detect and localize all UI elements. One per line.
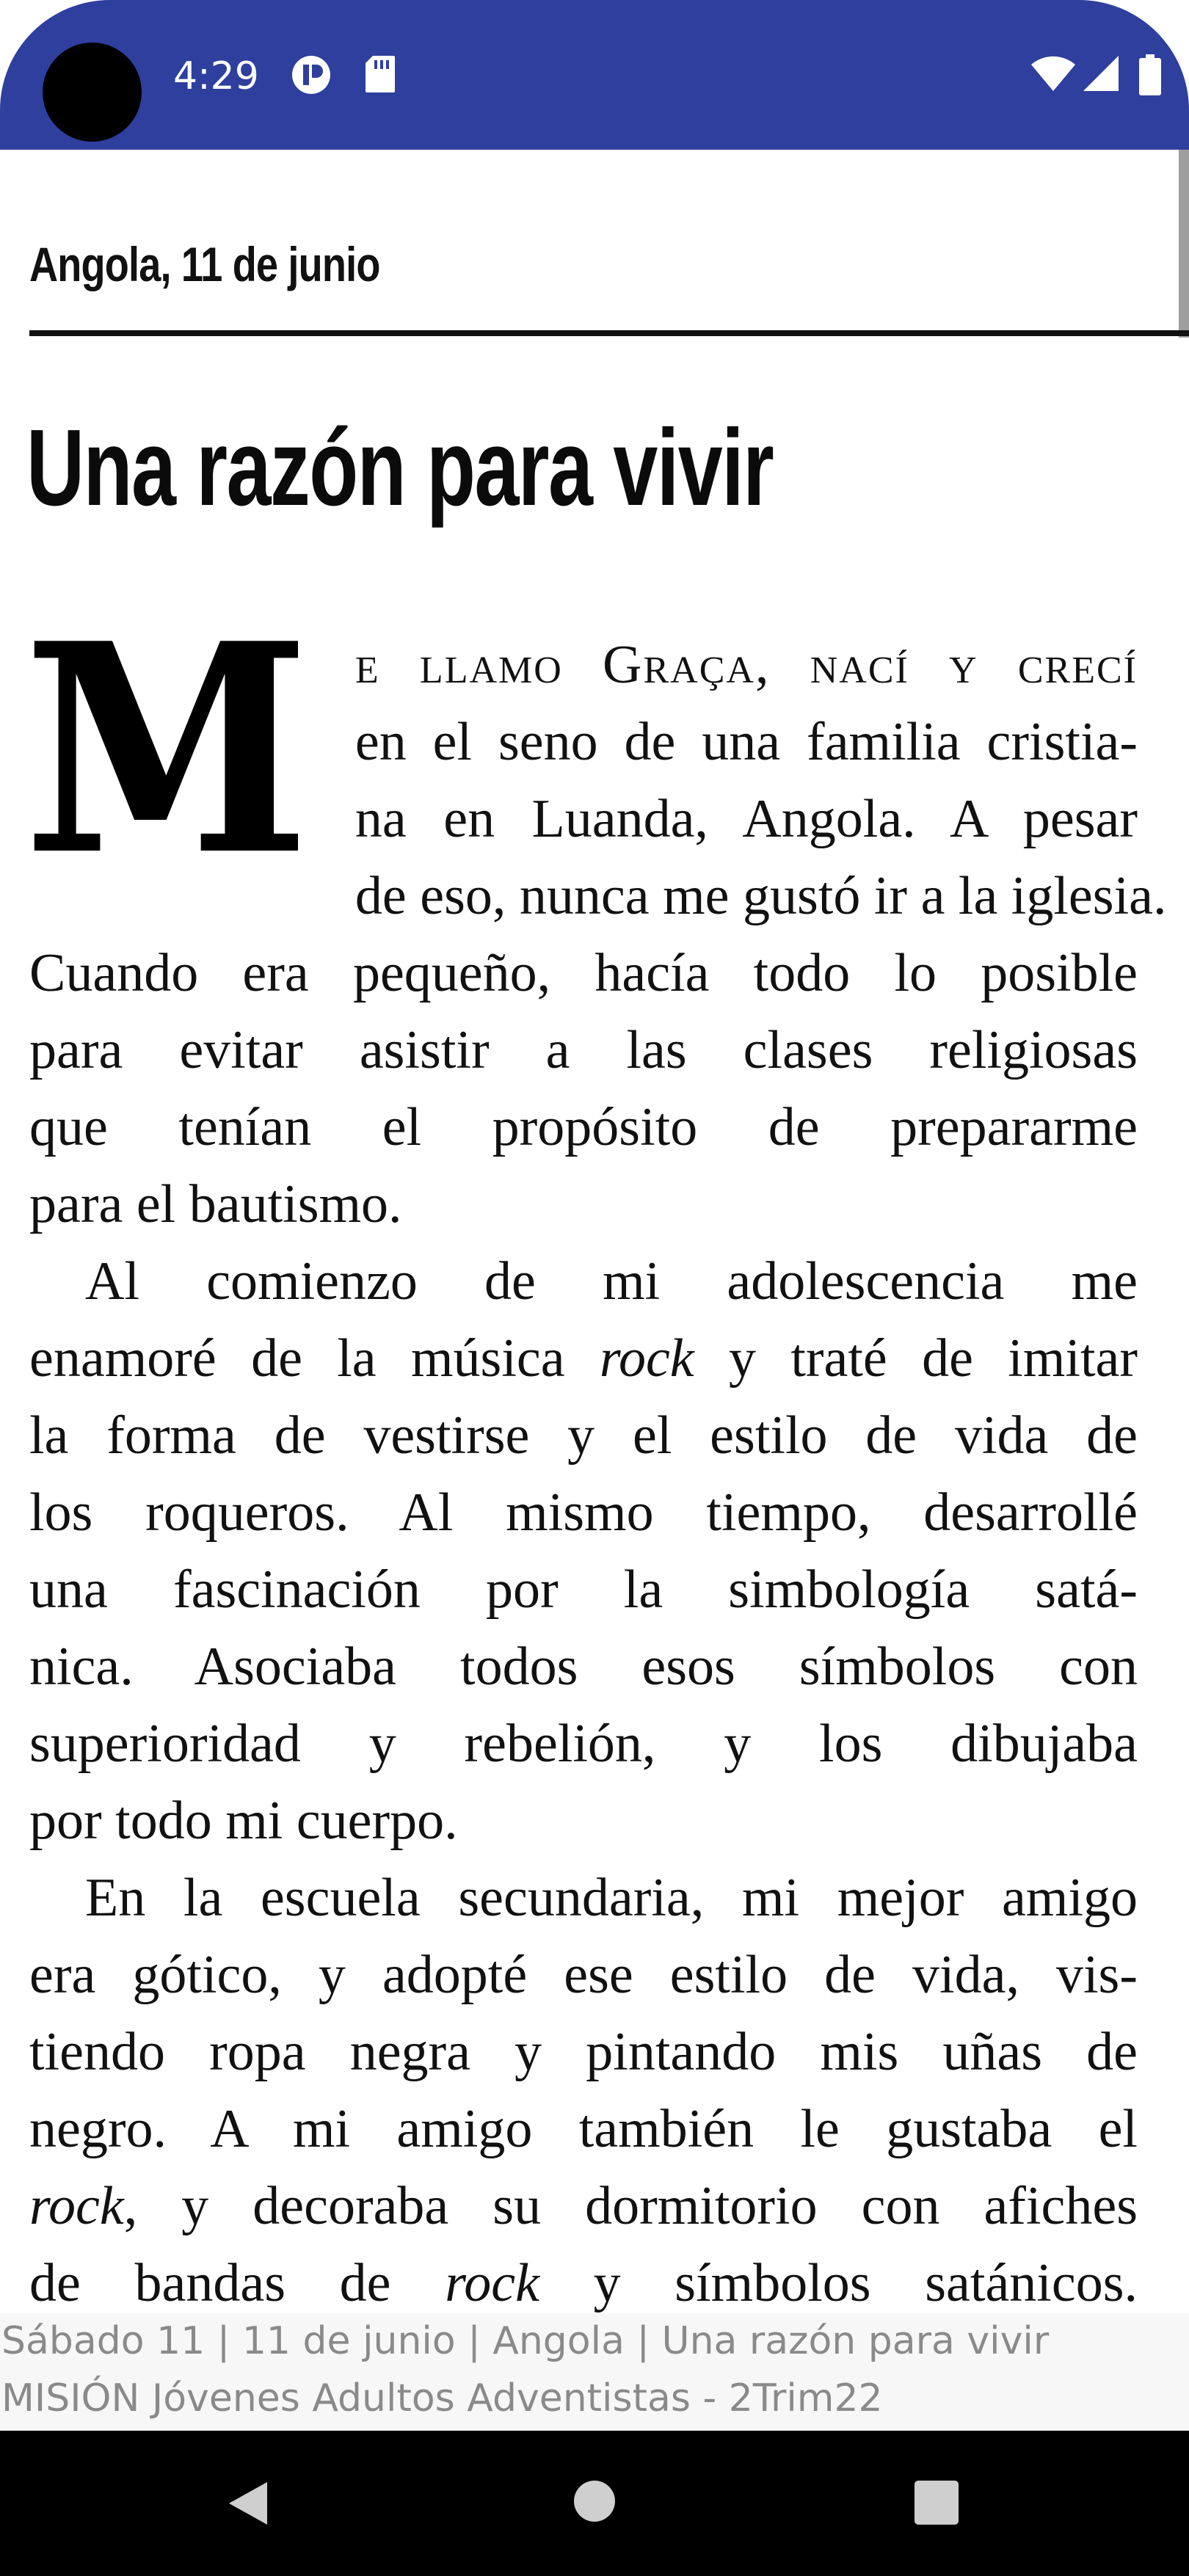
italic-word: rock [29,2176,124,2236]
text-line: los roqueros. Al mismo tiempo, desarrollé [29,1482,1138,1543]
text-fragment: y traté de imitar [694,1328,1138,1389]
caption-line-2: MISIÓN Jóvenes Adultos Adventistas - 2Trim22 [1,2376,883,2420]
text-fragment: de bandas de [29,2253,446,2313]
text-line: de eso, nunca me gustó ir a la iglesia. [354,866,1167,926]
text-line: era gótico, y adopté ese estilo de vida, vis- [29,1945,1138,2005]
text-fragment: , y decoraba su dormitorio con afiches [123,2176,1138,2236]
scrollbar-thumb[interactable] [1179,150,1189,338]
back-icon[interactable] [225,2479,272,2528]
text-fragment: enamoré de la música [29,1328,600,1389]
text-line [29,2168,1138,2245]
article-title: Una razón para vivir [26,407,774,528]
camera-cutout [43,43,142,142]
text-line [29,2245,1138,2313]
text-line: e llamo Graça, nací y crecí [354,635,1138,695]
caption-line-1: Sábado 11 | 11 de junio | Angola | Una razón para vivir [1,2319,1050,2363]
wifi-icon [1030,54,1076,92]
text-fragment: y símbolos satánicos. [539,2253,1138,2313]
battery-icon [1139,54,1161,95]
home-icon[interactable] [572,2479,617,2523]
drop-cap: M [23,581,310,919]
text-line: nica. Asociaba todos esos símbolos con [29,1637,1138,1697]
italic-word: rock [445,2253,539,2313]
text-line: en el seno de una familia cristia- [354,712,1138,772]
text-line: tiendo ropa negra y pintando mis uñas de [29,2022,1138,2082]
recents-icon[interactable] [913,2479,960,2526]
privacy-icon [291,54,332,95]
status-bar [0,0,1189,150]
text-line: En la escuela secundaria, mi mejor amigo [85,1868,1138,1928]
text-line: negro. A mi amigo también le gustaba el [29,2099,1138,2159]
text-line: para el bautismo. [29,1174,402,1234]
article-body [23,581,1167,2313]
text-line: para evitar asistir a las clases religiosas [29,1020,1138,1080]
text-line: la forma de vestirse y el estilo de vida de [29,1405,1138,1466]
text-line: superioridad y rebelión, y los dibujaba [29,1714,1138,1774]
dateline: Angola, 11 de junio [29,237,380,291]
text-line: por todo mi cuerpo. [29,1791,458,1851]
page-caption [0,2313,1189,2431]
text-line [29,1320,1138,1397]
text-line: Al comienzo de mi adolescencia me [85,1251,1138,1311]
divider-rule [29,330,1189,336]
sd-card-icon [364,54,396,94]
status-clock: 4:29 [173,54,259,98]
navigation-bar [0,2431,1189,2576]
italic-word: rock [599,1328,694,1389]
signal-icon [1082,54,1120,92]
text-line: una fascinación por la simbología satá- [29,1560,1138,1620]
text-line: Cuando era pequeño, hacía todo lo posible [29,943,1138,1003]
reader-content[interactable] [0,150,1189,2313]
text-line: na en Luanda, Angola. A pesar [354,789,1138,849]
text-line: que tenían el propósito de prepararme [29,1097,1138,1157]
